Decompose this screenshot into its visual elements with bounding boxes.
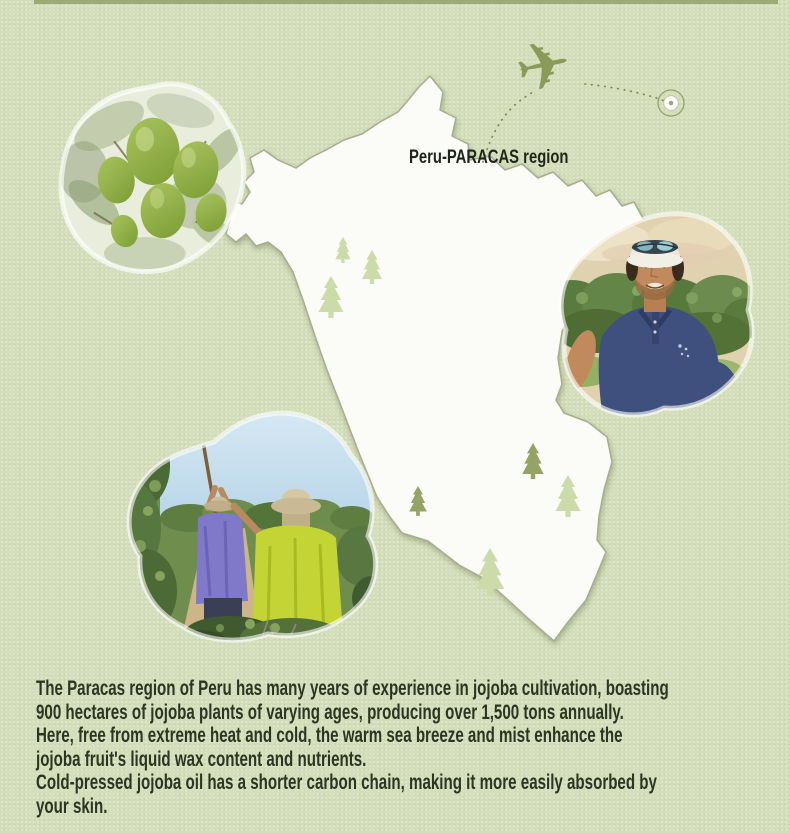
jojoba-fruit-photo	[53, 80, 257, 279]
description-line: Here, free from extreme heat and cold, the warm sea breeze and mist enhance the	[36, 724, 623, 748]
airplane-icon: ✈	[508, 23, 579, 110]
description-line: your skin.	[36, 794, 108, 818]
description-line: jojoba fruit's liquid wax content and nutrients.	[36, 747, 367, 771]
workers-photo	[110, 406, 395, 646]
farmer-photo	[542, 206, 757, 431]
description-line: Cold-pressed jojoba oil has a shorter carbon chain, making it more easily absorbed by	[36, 771, 657, 795]
description-line: The Paracas region of Peru has many years of experience in jojoba cultivation, boasting	[36, 677, 669, 700]
destination-marker-icon	[658, 90, 684, 116]
description-line: 900 hectares of jojoba plants of varying ages, producing over 1,500 tons annually.	[36, 700, 624, 724]
map-region-label: Peru-PARACAS region	[409, 147, 569, 168]
description-text	[36, 677, 669, 819]
